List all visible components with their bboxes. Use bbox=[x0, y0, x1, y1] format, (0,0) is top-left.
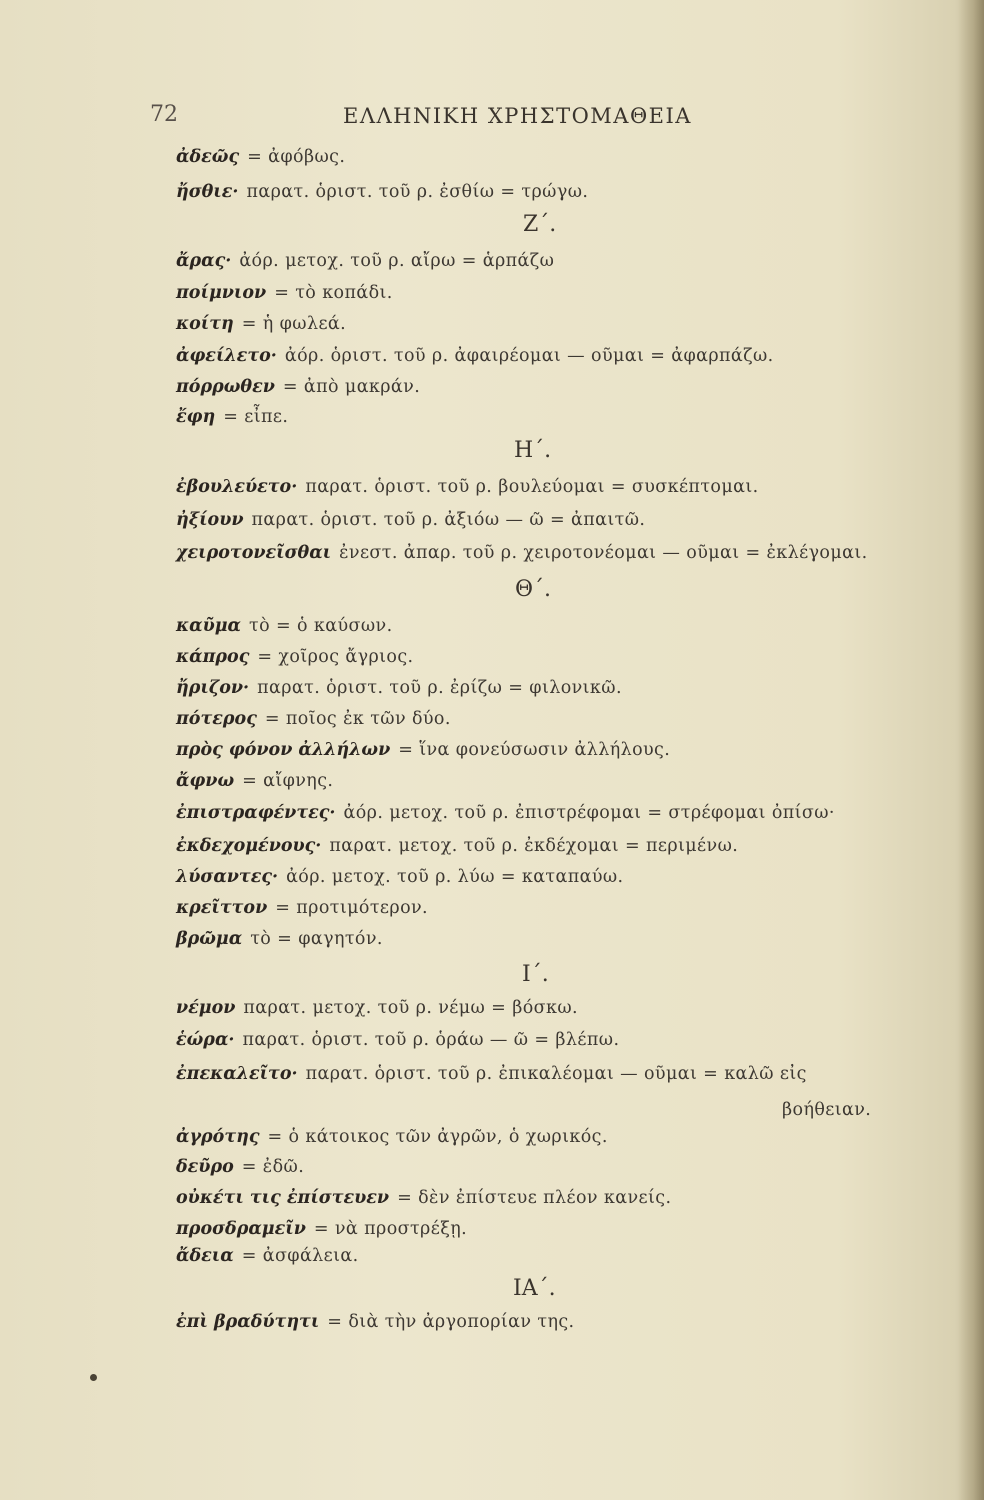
glossary-entry bbox=[176, 344, 774, 368]
entry-definition: τὸ = ὁ καύσων. bbox=[249, 616, 393, 636]
entry-definition: παρατ. μετοχ. τοῦ ρ. νέμω = βόσκω. bbox=[243, 998, 578, 1018]
section-heading: Ι΄. bbox=[522, 962, 549, 987]
entry-term: ἐβουλεύετο· bbox=[176, 477, 298, 497]
entry-term: ἤσθιε· bbox=[176, 182, 239, 202]
entry-definition: = νὰ προστρέξῃ. bbox=[313, 1219, 468, 1239]
entry-definition: ἀόρ. ὁριστ. τοῦ ρ. ἀφαιρέομαι — οῦμαι = ἀφαρπάζω. bbox=[284, 346, 774, 366]
section-heading: ΙΑ΄. bbox=[513, 1276, 556, 1301]
section-heading: Θ΄. bbox=[515, 577, 552, 602]
entry-definition: = ἀφόβως. bbox=[247, 147, 346, 167]
glossary-entry bbox=[176, 145, 345, 169]
running-head bbox=[150, 102, 720, 136]
ink-spot bbox=[90, 1374, 97, 1381]
page-edge-shadow bbox=[958, 0, 984, 1500]
glossary-entry bbox=[176, 1125, 608, 1149]
glossary-entry bbox=[176, 405, 288, 429]
entry-term: πότερος bbox=[176, 709, 257, 729]
glossary-entry bbox=[176, 375, 420, 399]
glossary-entry bbox=[176, 508, 645, 532]
entry-term: κρεῖττον bbox=[176, 898, 268, 918]
glossary-entry bbox=[176, 865, 624, 889]
entry-definition: ἀόρ. μετοχ. τοῦ ρ. λύω = καταπαύω. bbox=[286, 867, 624, 887]
entry-definition: = αἴφνης. bbox=[242, 771, 334, 791]
entry-definition: ἐνεστ. ἀπαρ. τοῦ ρ. χειροτονέομαι — οῦμαι = ἐκλέγομαι. bbox=[339, 543, 868, 563]
glossary-entry bbox=[176, 676, 622, 700]
entry-definition: παρατ. ὁριστ. τοῦ ρ. ὁράω — ῶ = βλέπω. bbox=[242, 1030, 620, 1050]
entry-definition: = τὸ κοπάδι. bbox=[274, 283, 393, 303]
glossary-entry bbox=[176, 312, 346, 336]
entry-term: κοίτη bbox=[176, 314, 234, 334]
glossary-entry bbox=[176, 801, 835, 825]
glossary-entry bbox=[176, 1244, 359, 1268]
entry-term: ἐπὶ βραδύτητι bbox=[176, 1312, 320, 1332]
glossary-entry bbox=[176, 1155, 304, 1179]
glossary-entry bbox=[176, 896, 428, 920]
glossary-entry bbox=[176, 1310, 575, 1334]
entry-definition: παρατ. μετοχ. τοῦ ρ. ἐκδέχομαι = περιμένω. bbox=[329, 836, 739, 856]
glossary-entry bbox=[176, 738, 670, 762]
entry-term: ἐκδεχομένους· bbox=[176, 836, 322, 856]
section-heading: Ζ΄. bbox=[523, 212, 557, 237]
page-title: ΕΛΛΗΝΙΚΗ ΧΡΗΣΤΟΜΑΘΕΙΑ bbox=[343, 104, 692, 128]
entry-term: πόρρωθεν bbox=[176, 377, 275, 397]
entry-definition: = ὁ κάτοικος τῶν ἀγρῶν, ὁ χωρικός. bbox=[267, 1127, 608, 1147]
entry-term: λύσαντες· bbox=[176, 867, 279, 887]
entry-term: ἐπεκαλεῖτο· bbox=[176, 1064, 298, 1084]
entry-definition: τὸ = φαγητόν. bbox=[250, 929, 383, 949]
entry-term: ἠξίουν bbox=[176, 510, 244, 530]
entry-definition: = εἶπε. bbox=[223, 407, 289, 427]
entry-term: ἄδεια bbox=[176, 1246, 234, 1266]
entry-term: οὐκέτι τις ἐπίστευεν bbox=[176, 1188, 390, 1208]
entry-term: καῦμα bbox=[176, 616, 242, 636]
glossary-entry bbox=[176, 281, 393, 305]
entry-term: βρῶμα bbox=[176, 929, 243, 949]
page-number: 72 bbox=[150, 102, 178, 127]
entry-term: ποίμνιον bbox=[176, 283, 267, 303]
entry-term: ἤριζον· bbox=[176, 678, 250, 698]
glossary-entry bbox=[176, 249, 554, 273]
glossary-entry bbox=[176, 1028, 619, 1052]
glossary-entry bbox=[176, 927, 383, 951]
entry-definition: παρατ. ὁριστ. τοῦ ρ. ἐρίζω = φιλονικῶ. bbox=[257, 678, 622, 698]
entry-term: χειροτονεῖσθαι bbox=[176, 543, 332, 563]
entry-term: δεῦρο bbox=[176, 1157, 234, 1177]
entry-term: ἄρας· bbox=[176, 251, 232, 271]
glossary-entry bbox=[176, 614, 393, 638]
glossary-entry bbox=[176, 1062, 807, 1086]
entry-term: ἐπιστραφέντες· bbox=[176, 803, 336, 823]
entry-definition: = ἀσφάλεια. bbox=[241, 1246, 359, 1266]
glossary-entry bbox=[176, 707, 451, 731]
entry-definition: παρατ. ὁριστ. τοῦ ρ. βουλεύομαι = συσκέπτομαι. bbox=[305, 477, 759, 497]
entry-term: ἀφείλετο· bbox=[176, 346, 277, 366]
entry-definition: = ἡ φωλεά. bbox=[241, 314, 347, 334]
entry-definition: = διὰ τὴν ἀργοπορίαν της. bbox=[327, 1312, 575, 1332]
entry-term: ἄφνω bbox=[176, 771, 235, 791]
entry-definition: = ποῖος ἐκ τῶν δύο. bbox=[264, 709, 451, 729]
entry-definition: = ἐδῶ. bbox=[241, 1157, 305, 1177]
entry-definition: παρατ. ὁριστ. τοῦ ρ. ἐπικαλέομαι — οῦμαι = καλῶ εἰς bbox=[305, 1064, 807, 1084]
definition-continuation: βοήθειαν. bbox=[782, 1100, 872, 1120]
glossary-entry bbox=[176, 1217, 467, 1241]
entry-term: πρὸς φόνον ἀλλήλων bbox=[176, 740, 391, 760]
entry-term: ἔφη bbox=[176, 407, 216, 427]
glossary-entry bbox=[176, 645, 414, 669]
entry-term: ἀγρότης bbox=[176, 1127, 260, 1147]
entry-definition: ἀόρ. μετοχ. τοῦ ρ. ἐπιστρέφομαι = στρέφομαι ὀπίσω· bbox=[343, 803, 835, 823]
entry-definition: παρατ. ὁριστ. τοῦ ρ. ἐσθίω = τρώγω. bbox=[246, 182, 589, 202]
glossary-entry bbox=[176, 475, 759, 499]
glossary-entry bbox=[176, 541, 868, 565]
glossary-entry bbox=[176, 834, 738, 858]
glossary-entry bbox=[176, 769, 333, 793]
entry-definition: = δὲν ἐπίστευε πλέον κανείς. bbox=[397, 1188, 672, 1208]
entry-definition: παρατ. ὁριστ. τοῦ ρ. ἀξιόω — ῶ = ἀπαιτῶ. bbox=[251, 510, 646, 530]
glossary-entry bbox=[176, 180, 588, 204]
glossary-entry bbox=[176, 1186, 671, 1210]
entry-term: ἑώρα· bbox=[176, 1030, 235, 1050]
entry-definition: = ἀπὸ μακράν. bbox=[282, 377, 421, 397]
entry-term: προσδραμεῖν bbox=[176, 1219, 306, 1239]
section-heading: Η΄. bbox=[514, 438, 552, 463]
entry-definition: = χοῖρος ἄγριος. bbox=[257, 647, 414, 667]
glossary-entry bbox=[176, 996, 578, 1020]
entry-definition: ἀόρ. μετοχ. τοῦ ρ. αἴρω = ἁρπάζω bbox=[239, 251, 555, 271]
entry-term: κάπρος bbox=[176, 647, 250, 667]
entry-definition: = προτιμότερον. bbox=[275, 898, 429, 918]
entry-term: νέμον bbox=[176, 998, 236, 1018]
entry-term: ἀδεῶς bbox=[176, 147, 240, 167]
entry-definition: = ἵνα φονεύσωσιν ἀλλήλους. bbox=[398, 740, 671, 760]
